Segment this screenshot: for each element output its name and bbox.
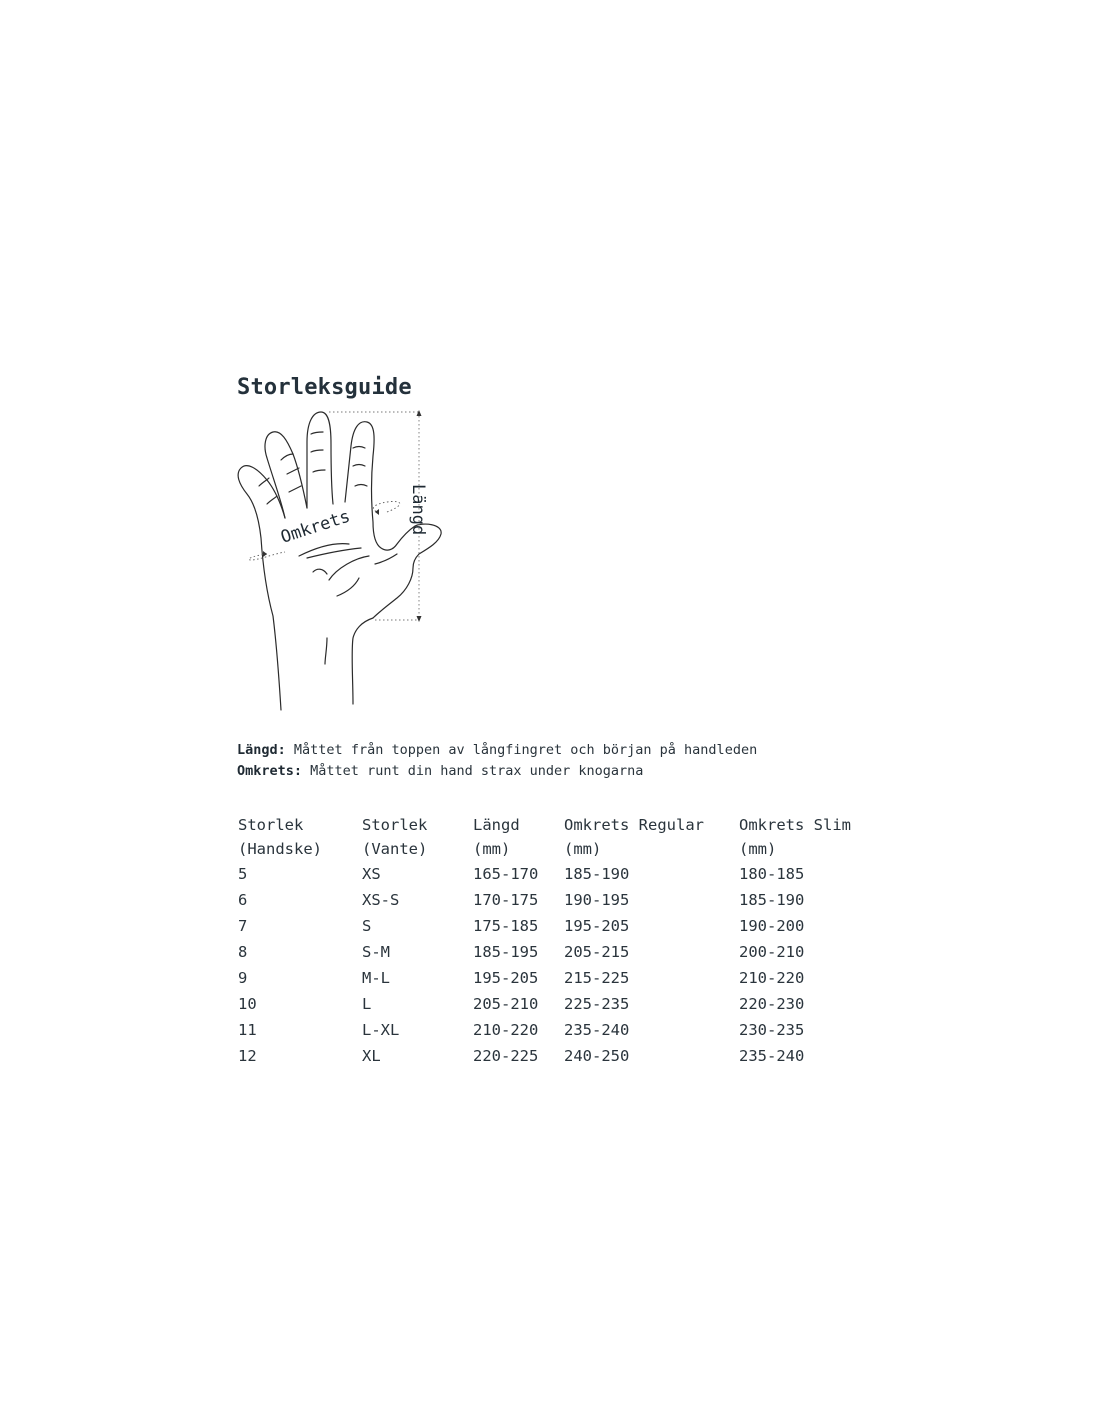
definition-length: [237, 740, 757, 761]
table-cell: 220-230: [739, 995, 805, 1013]
table-cell: 205-215: [564, 943, 630, 961]
table-cell: 10: [238, 995, 257, 1013]
definition-term: Längd:: [237, 742, 286, 758]
header-cell: (Vante): [362, 840, 428, 858]
table-cell: 200-210: [739, 943, 805, 961]
header-cell: (Handske): [238, 840, 322, 858]
definition-text: Måttet från toppen av långfingret och början på handleden: [293, 742, 758, 758]
table-cell: 185-195: [473, 943, 539, 961]
table-row: [238, 861, 889, 887]
header-cell: Omkrets Regular: [564, 816, 704, 834]
table-row: [238, 1043, 889, 1069]
definition-term: Omkrets:: [237, 763, 303, 779]
table-cell: 195-205: [564, 917, 630, 935]
table-cell: 165-170: [473, 865, 539, 883]
table-cell: 8: [238, 943, 248, 961]
size-guide: [237, 372, 937, 1065]
table-row: [238, 913, 889, 939]
table-row: [238, 1017, 889, 1043]
table-cell: 185-190: [564, 865, 630, 883]
hand-illustration: [237, 408, 447, 714]
definition-text: Måttet runt din hand strax under knogarna: [310, 763, 644, 779]
table-cell: 5: [238, 865, 248, 883]
table-cell: 175-185: [473, 917, 539, 935]
header-cell: Omkrets Slim: [739, 816, 851, 834]
table-cell: 190-195: [564, 891, 630, 909]
header-cell: (mm): [473, 840, 511, 858]
header-cell: Längd: [473, 816, 520, 834]
table-cell: XS-S: [362, 891, 400, 909]
table-cell: M-L: [362, 969, 390, 987]
table-row: [238, 887, 889, 913]
header-cell: (mm): [564, 840, 602, 858]
table-cell: XL: [362, 1047, 381, 1065]
hand-measurement-diagram: [237, 408, 447, 714]
table-cell: 240-250: [564, 1047, 630, 1065]
definition-circumference: [237, 761, 757, 782]
table-cell: XS: [362, 865, 381, 883]
table-cell: 235-240: [739, 1047, 805, 1065]
circumference-label: Omkrets: [278, 506, 353, 548]
table-cell: 215-225: [564, 969, 630, 987]
table-cell: 185-190: [739, 891, 805, 909]
header-cell: Storlek: [238, 816, 304, 834]
table-cell: 180-185: [739, 865, 805, 883]
table-header-row: [238, 813, 889, 837]
size-table: [238, 813, 889, 1069]
table-cell: 170-175: [473, 891, 539, 909]
table-cell: 6: [238, 891, 248, 909]
table-cell: S: [362, 917, 372, 935]
table-cell: 225-235: [564, 995, 630, 1013]
table-header-row: [238, 837, 889, 861]
measurement-definitions: [237, 740, 757, 782]
table-cell: 7: [238, 917, 248, 935]
table-cell: 235-240: [564, 1021, 630, 1039]
table-cell: 210-220: [739, 969, 805, 987]
page-title: Storleksguide: [237, 375, 412, 400]
length-label: Längd: [408, 484, 428, 536]
table-cell: S-M: [362, 943, 390, 961]
table-cell: 12: [238, 1047, 257, 1065]
table-cell: 11: [238, 1021, 257, 1039]
table-cell: L: [362, 995, 372, 1013]
table-cell: 190-200: [739, 917, 805, 935]
table-cell: 210-220: [473, 1021, 539, 1039]
table-row: [238, 939, 889, 965]
table-row: [238, 991, 889, 1017]
table-cell: L-XL: [362, 1021, 400, 1039]
table-cell: 195-205: [473, 969, 539, 987]
table-cell: 205-210: [473, 995, 539, 1013]
header-cell: Storlek: [362, 816, 428, 834]
table-row: [238, 965, 889, 991]
header-cell: (mm): [739, 840, 777, 858]
table-cell: 9: [238, 969, 248, 987]
table-body: [238, 861, 889, 1069]
table-cell: 230-235: [739, 1021, 805, 1039]
table-cell: 220-225: [473, 1047, 539, 1065]
